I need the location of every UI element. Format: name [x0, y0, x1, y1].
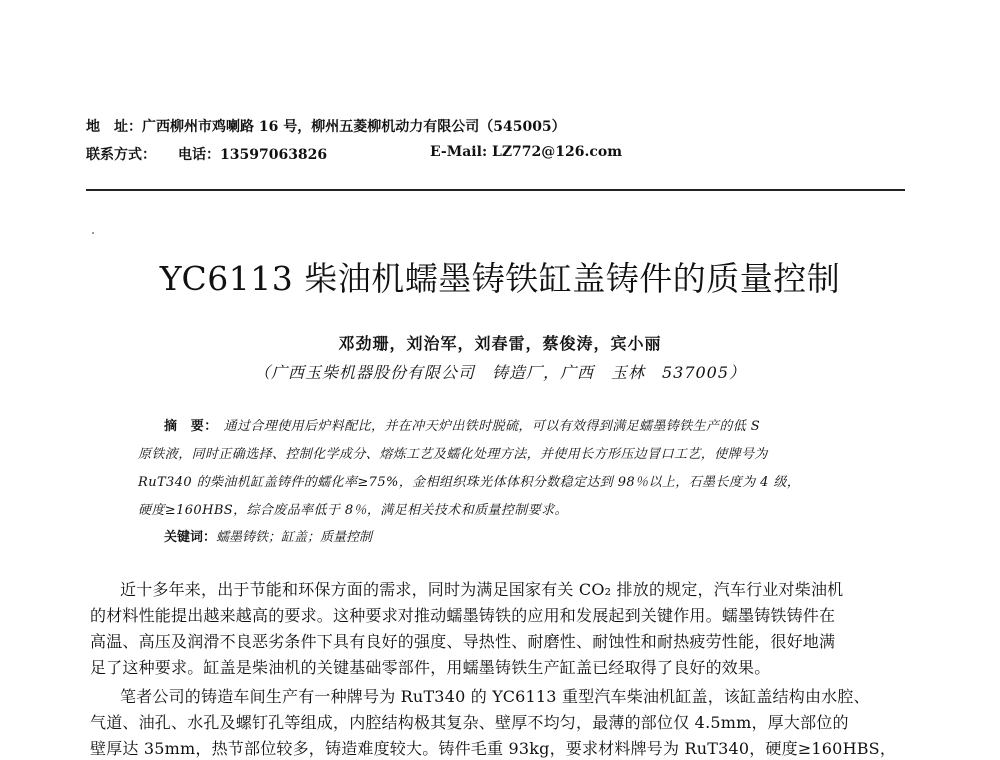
keywords-line [164, 526, 372, 545]
author-list: 邓劲珊，刘治军，刘春雷，蔡俊涛，宾小丽 [338, 334, 662, 353]
abstract-line: 硬度≥160HBS，综合废品率低于 8％，满足相关技术和质量控制要求。 [138, 503, 568, 518]
keywords-text: 蠕墨铸铁；缸盖；质量控制 [216, 530, 373, 545]
abstract-line: 原铁液，同时正确选择、控制化学成分、熔炼工艺及蠕化处理方法，并使用长方形压边冒口工艺，使牌号为 [138, 447, 768, 462]
abstract-line [164, 415, 760, 434]
scan-speck [92, 232, 94, 234]
address-label: 地 址： [86, 119, 142, 135]
body-paragraph-line: 气道、油孔、水孔及螺钉孔等组成，内腔结构极其复杂、壁厚不均匀，最薄的部位仅 4.5mm，厚大部位的 [90, 713, 849, 732]
address-text: 广西柳州市鸡喇路 16 号，柳州五菱柳机动力有限公司（545005） [142, 119, 566, 135]
keywords-label: 关键词： [164, 530, 217, 545]
email-address: E-Mail: LZ772@126.com [430, 144, 623, 160]
contact-label: 联系方式： [86, 147, 156, 163]
body-paragraph-line: 足了这种要求。缸盖是柴油机的关键基础零部件，用蠕墨铸铁生产缸盖已经取得了良好的效果。 [90, 658, 771, 677]
abstract-line: RuT340 的柴油机缸盖铸件的蠕化率≥75%，金相组织珠光体体积分数稳定达到 98％以上，石墨长度为 4 级， [138, 475, 801, 490]
contact-line [86, 144, 623, 164]
abstract-label: 摘 要： [164, 419, 218, 434]
header-divider [86, 189, 905, 191]
body-paragraph-line: 笔者公司的铸造车间生产有一种牌号为 RuT340 的 YC6113 重型汽车柴油机缸盖，该缸盖结构由水腔、 [120, 687, 870, 706]
paper-title: YC6113 柴油机蠕墨铸铁缸盖铸件的质量控制 [159, 259, 841, 298]
body-paragraph-line: 壁厚达 35mm，热节部位较多，铸造难度较大。铸件毛重 93kg，要求材料牌号为 RuT340，硬度≥160HBS， [90, 739, 897, 758]
phone-number: 电话：13597063826 [178, 147, 328, 163]
body-paragraph-line: 近十多年来，出于节能和环保方面的需求，同时为满足国家有关 CO₂ 排放的规定，汽车行业对柴油机 [120, 580, 844, 599]
body-paragraph-line: 的材料性能提出越来越高的要求。这种要求对推动蠕墨铸铁的应用和发展起到关键作用。蠕墨铸铁铸件在 [90, 606, 836, 625]
affiliation: （广西玉柴机器股份有限公司 铸造厂，广西 玉林 537005） [253, 363, 747, 382]
body-paragraph-line: 高温、高压及润滑不良恶劣条件下具有良好的强度、导热性、耐磨性、耐蚀性和耐热疲劳性能，很好地满 [90, 632, 836, 651]
address-line [86, 116, 566, 136]
abstract-text: 通过合理使用后炉料配比，并在冲天炉出铁时脱硫，可以有效得到满足蠕墨铸铁生产的低 S [223, 419, 761, 434]
